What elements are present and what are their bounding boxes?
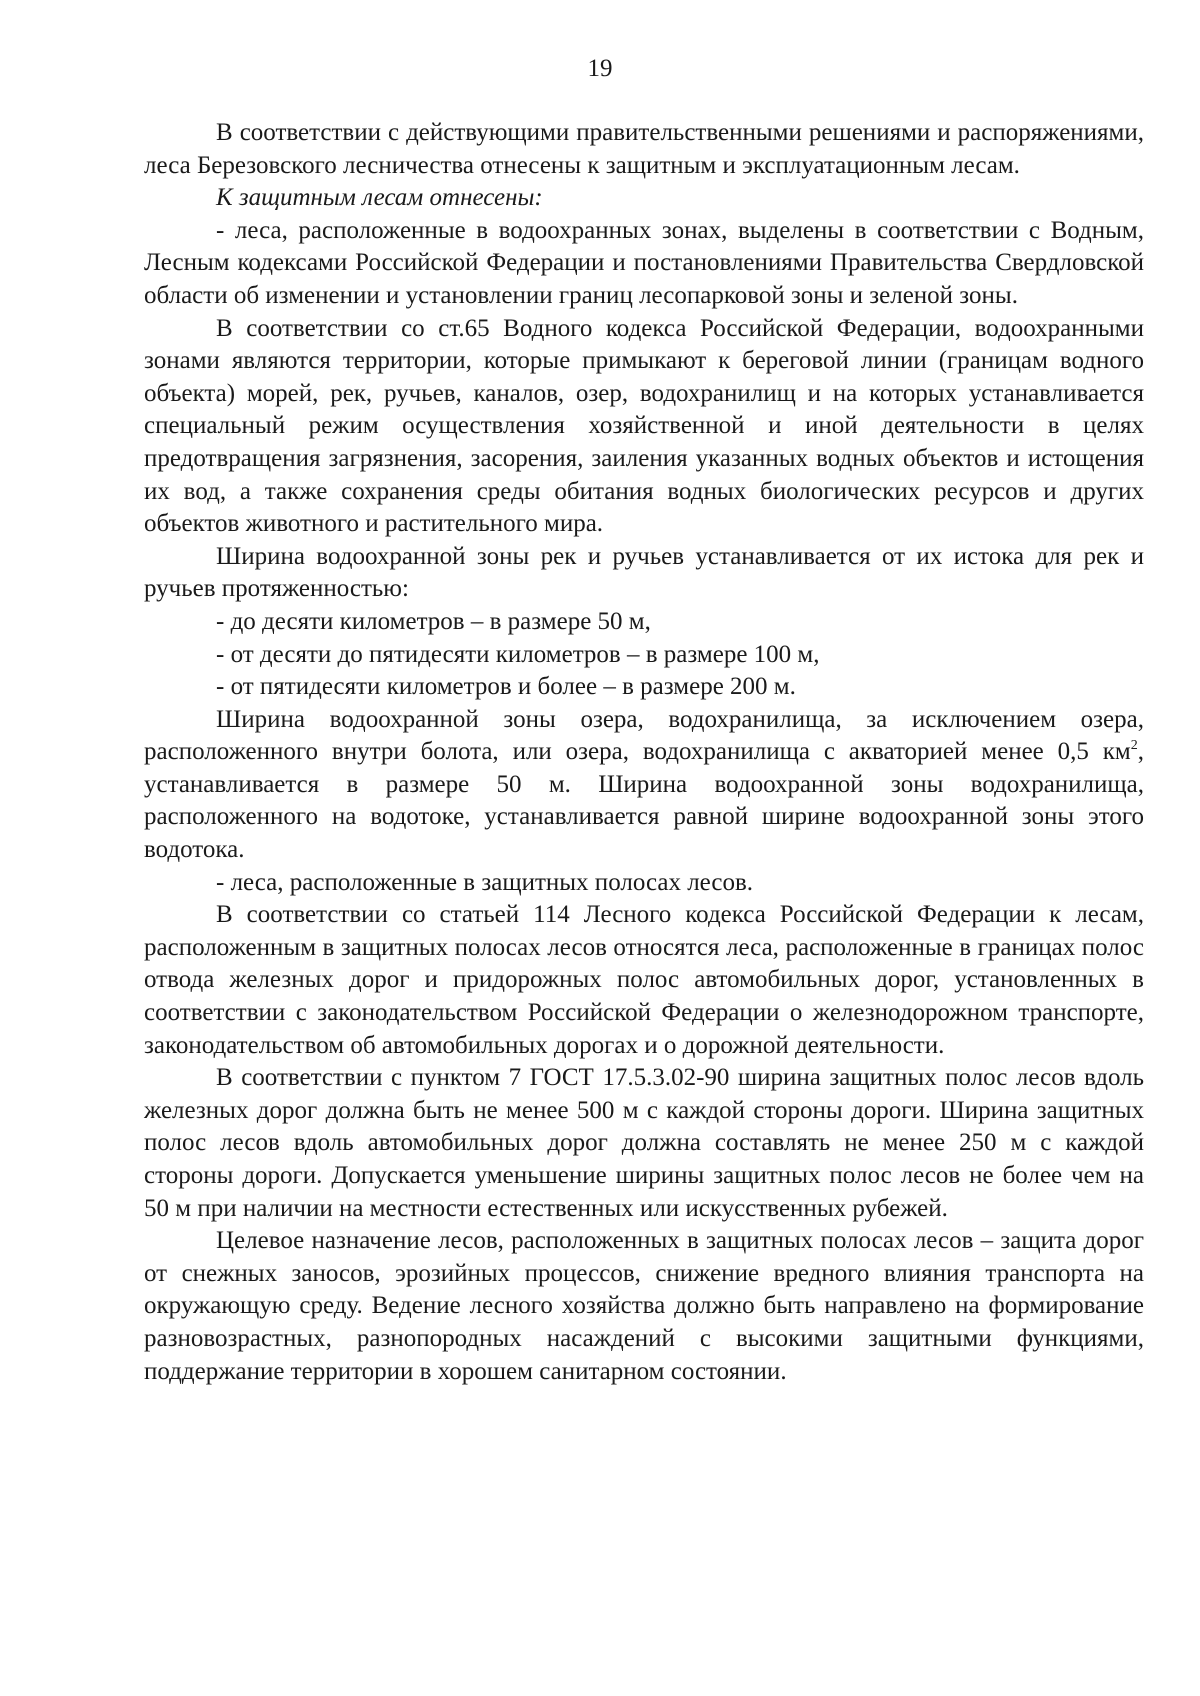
paragraph-forest-classification: В соответствии с действующими правительственными решениями и распоряжениями, леса Березовского лесничества отнесены к защитным и эксплуатационным лесам. xyxy=(144,119,1144,179)
paragraph-water-protection-zones: - леса, расположенные в водоохранных зонах, выделены в соответствии с Водным, Лесным кодексами Российской Федерации и постановлениями Правительства Свердловской области об изменении и установлении границ лесопарковой зоны и зеленой зоны. xyxy=(144,216,1144,309)
list-item-ten-to-fifty-km: - от десяти до пятидесяти километров – в размере 100 м, xyxy=(216,640,820,668)
superscript-square: 2 xyxy=(1130,738,1138,754)
subheading-protective-forests: К защитным лесам отнесены: xyxy=(216,184,543,212)
paragraph-lake-zone-width-part-b: , устанавливается в размере 50 м. Ширина водоохранной зоны водохранилища, расположенного на водотоке, устанавливается равной ширине водоохранной зоны этого водотока. xyxy=(144,738,1144,864)
paragraph-river-zone-width: Ширина водоохранной зоны рек и ручьев устанавливается от их истока для рек и ручьев протяженностью: xyxy=(144,542,1144,603)
list-item-over-fifty-km: - от пятидесяти километров и более – в размере 200 м. xyxy=(216,673,796,701)
paragraph-water-code-article-65: В соответствии со ст.65 Водного кодекса Российской Федерации, водоохранными зонами являются территории, которые примыкают к береговой линии (границам водного объекта) морей, рек, ручьев, каналов, озер, водохранилищ и на которых устанавливается специальный режим осуществления хозяйственной и иной деятельности в целях предотвращения загрязнения, засорения, заиления указанных водных объектов и истощения их вод, а также сохранения среды обитания водных биологических ресурсов и других объектов животного и растительного мира. xyxy=(144,314,1144,538)
paragraph-forest-code-article-114: В соответствии со статьей 114 Лесного кодекса Российской Федерации к лесам, расположенным в защитных полосах лесов относятся леса, расположенные в границах полос отвода железных дорог и придорожных полос автомобильных дорог, установленных в соответствии с законодательством Российской Федерации о железнодорожном транспорте, законодательством об автомобильных дорогах и о дорожной деятельности. xyxy=(144,901,1144,1059)
document-body xyxy=(144,117,1144,1388)
list-item-protective-strips: - леса, расположенные в защитных полосах лесов. xyxy=(216,868,754,896)
paragraph-target-purpose: Целевое назначение лесов, расположенных в защитных полосах лесов – защита дорог от снежных заносов, эрозийных процессов, снижение вредного влияния транспорта на окружающую среду. Ведение лесного хозяйства должно быть направлено на формирование разновозрастных, разнопородных насаждений с высокими защитными функциями, поддержание территории в хорошем санитарном состоянии. xyxy=(144,1227,1144,1385)
paragraph-gost-strip-width: В соответствии с пунктом 7 ГОСТ 17.5.3.02-90 ширина защитных полос лесов вдоль железных дорог должна быть не менее 500 м с каждой стороны дороги. Ширина защитных полос лесов вдоль автомобильных дорог должна составлять не менее 250 м с каждой стороны дороги. Допускается уменьшение ширины защитных полос лесов не более чем на 50 м при наличии на местности естественных или искусственных рубежей. xyxy=(144,1064,1144,1222)
paragraph-lake-zone-width xyxy=(144,704,1144,867)
page-number: 19 xyxy=(587,55,613,82)
paragraph-lake-zone-width-part-a: Ширина водоохранной зоны озера, водохранилища, за исключением озера, расположенного внутри болота, или озера, водохранилища с акваторией менее 0,5 км xyxy=(144,705,1144,766)
list-item-up-to-ten-km: - до десяти километров – в размере 50 м, xyxy=(216,607,651,635)
